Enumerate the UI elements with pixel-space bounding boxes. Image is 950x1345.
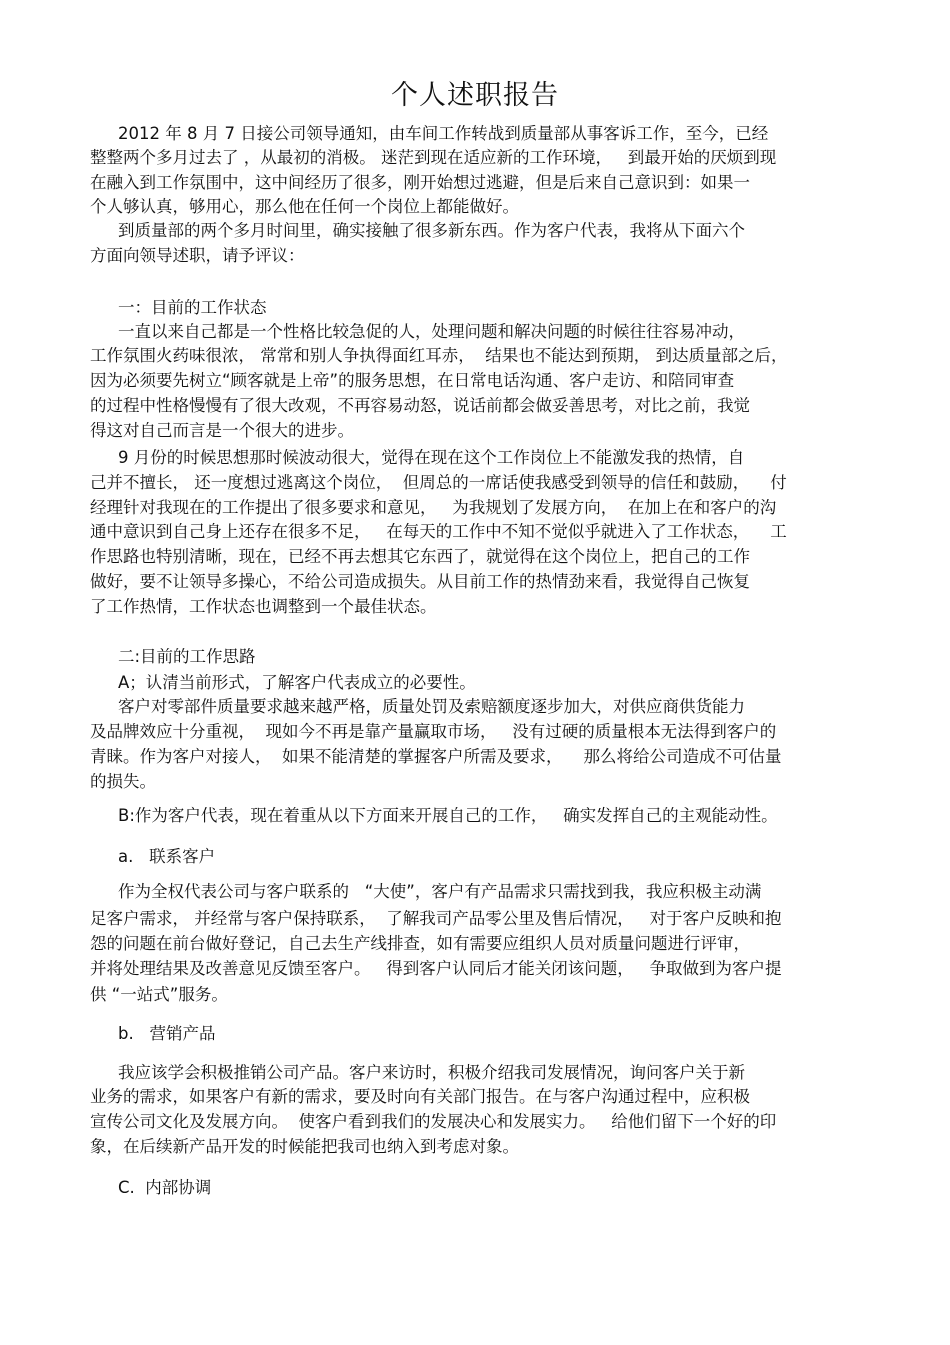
section-heading: 一：目前的工作状态 bbox=[118, 298, 267, 317]
paragraph-line: 作思路也特别清晰，现在，已经不再去想其它东西了，就觉得在这个岗位上，把自己的工作 bbox=[90, 547, 750, 566]
paragraph-line: 业务的需求，如果客户有新的需求，要及时向有关部门报告。在与客户沟通过程中，应积极 bbox=[90, 1087, 750, 1106]
paragraph-line: 到质量部的两个多月时间里，确实接触了很多新东西。作为客户代表，我将从下面六个 bbox=[118, 221, 745, 240]
paragraph-line: 在融入到工作氛围中，这中间经历了很多，刚开始想过逃避，但是后来自己意识到：如果一 bbox=[90, 173, 750, 192]
paragraph-line: 的损失。 bbox=[90, 772, 156, 791]
paragraph-line: 青睐。作为客户对接人， 如果不能清楚的掌握客户所需及要求， 那么将给公司造成不可估量 bbox=[90, 747, 782, 766]
paragraph-line: 供 “一站式”服务。 bbox=[90, 985, 228, 1004]
paragraph-line: 通中意识到自己身上还存在很多不足， 在每天的工作中不知不觉似乎就进入了工作状态， 工 bbox=[90, 522, 787, 541]
subsection-heading: b. 营销产品 bbox=[118, 1024, 216, 1043]
paragraph-line: 整整两个多月过去了 ，从最初的消极。 迷茫到现在适应新的工作环境， 到最开始的厌烦到现 bbox=[90, 148, 777, 167]
paragraph-line: 象，在后续新产品开发的时候能把我司也纳入到考虑对象。 bbox=[90, 1137, 519, 1156]
paragraph-line: 足客户需求， 并经常与客户保持联系， 了解我司产品零公里及售后情况， 对于客户反映和抱 bbox=[90, 909, 782, 928]
paragraph-line: 宣传公司文化及发展方向。 使客户看到我们的发展决心和发展实力。 给他们留下一个好的印 bbox=[90, 1112, 777, 1131]
paragraph-line: 得这对自己而言是一个很大的进步。 bbox=[90, 421, 354, 440]
paragraph-line: 9 月份的时候思想那时候波动很大，觉得在现在这个工作岗位上不能激发我的热情，自 bbox=[118, 448, 745, 467]
section-heading: 二:目前的工作思路 bbox=[118, 647, 256, 666]
paragraph-line: 一直以来自己都是一个性格比较急促的人，处理问题和解决问题的时候往往容易冲动， bbox=[118, 322, 745, 341]
paragraph-line: 做好，要不让领导多操心，不给公司造成损失。从目前工作的热情劲来看，我觉得自己恢复 bbox=[90, 572, 750, 591]
subsection-heading: C. 内部协调 bbox=[118, 1178, 212, 1197]
paragraph-line: 因为必须要先树立“顾客就是上帝”的服务思想，在日常电话沟通、客户走访、和陪同审查 bbox=[90, 371, 735, 390]
paragraph-line: 并将处理结果及改善意见反馈至客户。 得到客户认同后才能关闭该问题， 争取做到为客户提 bbox=[90, 959, 782, 978]
subsection-heading: a. 联系客户 bbox=[118, 847, 216, 866]
paragraph-line: 工作氛围火药味很浓， 常常和别人争执得面红耳赤， 结果也不能达到预期， 到达质量部之后， bbox=[90, 346, 788, 365]
paragraph-line: 作为全权代表公司与客户联系的 “大使”，客户有产品需求只需找到我，我应积极主动满 bbox=[118, 882, 762, 901]
paragraph-line: B:作为客户代表，现在着重从以下方面来开展自己的工作， 确实发挥自己的主观能动性。 bbox=[118, 806, 778, 825]
paragraph-line: 的过程中性格慢慢有了很大改观，不再容易动怒，说话前都会做妥善思考，对比之前，我觉 bbox=[90, 396, 750, 415]
paragraph-line: A；认清当前形式，了解客户代表成立的必要性。 bbox=[118, 673, 476, 692]
paragraph-line: 2012 年 8 月 7 日接公司领导通知，由车间工作转战到质量部从事客诉工作，至今，已经 bbox=[118, 124, 769, 143]
paragraph-line: 客户对零部件质量要求越来越严格，质量处罚及索赔额度逐步加大，对供应商供货能力 bbox=[118, 697, 745, 716]
document-title: 个人述职报告 bbox=[391, 80, 559, 111]
paragraph-line: 方面向领导述职，请予评议： bbox=[90, 246, 305, 265]
paragraph-line: 及品牌效应十分重视， 现如今不再是靠产量赢取市场， 没有过硬的质量根本无法得到客户的 bbox=[90, 722, 777, 741]
paragraph-line: 个人够认真，够用心，那么他在任何一个岗位上都能做好。 bbox=[90, 197, 519, 216]
paragraph-line: 怨的问题在前台做好登记，自己去生产线排查，如有需要应组织人员对质量问题进行评审， bbox=[90, 934, 750, 953]
paragraph-line: 了工作热情，工作状态也调整到一个最佳状态。 bbox=[90, 597, 437, 616]
paragraph-line: 经理针对我现在的工作提出了很多要求和意见， 为我规划了发展方向， 在加上在和客户的沟 bbox=[90, 498, 777, 517]
paragraph-line: 己并不擅长， 还一度想过逃离这个岗位， 但周总的一席话使我感受到领导的信任和鼓励， 付 bbox=[90, 473, 787, 492]
paragraph-line: 我应该学会积极推销公司产品。客户来访时，积极介绍我司发展情况，询问客户关于新 bbox=[118, 1063, 745, 1082]
